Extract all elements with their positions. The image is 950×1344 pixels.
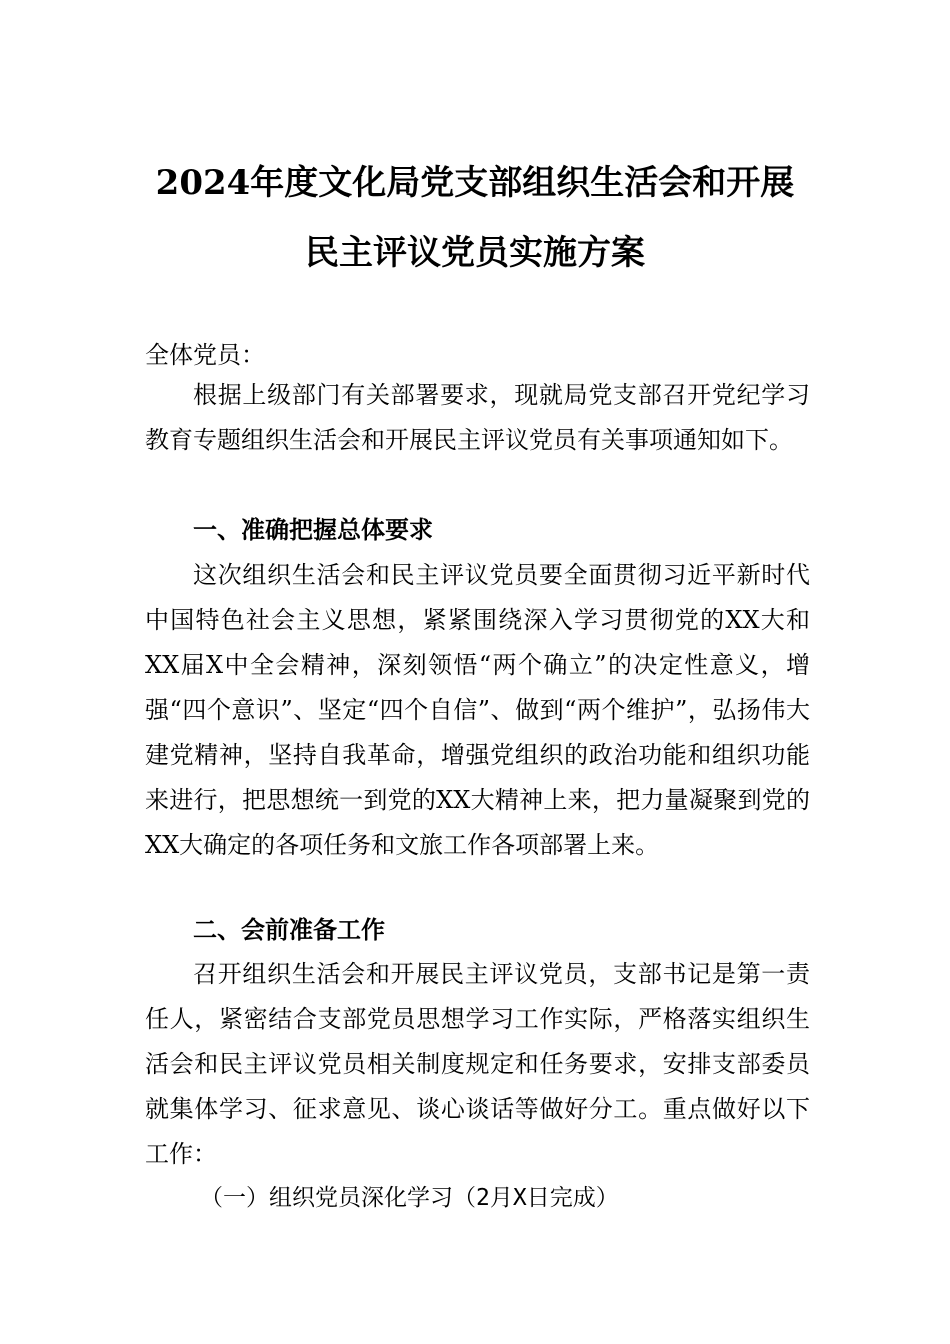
- paragraph-preparation: 召开组织生活会和开展民主评议党员，支部书记是第一责任人，紧密结合支部党员思想学习工作实际，严格落实组织生活会和民主评议党员相关制度规定和任务要求，安排支部委员就集体学习、征求意见、谈心谈话等做好分工。重点做好以下工作：: [145, 960, 810, 1168]
- document-title-line-1: 2024年度文化局党支部组织生活会和开展: [155, 163, 795, 203]
- salutation: 全体党员：: [145, 341, 265, 369]
- paragraph-intro: 根据上级部门有关部署要求，现就局党支部召开党纪学习教育专题组织生活会和开展民主评议党员有关事项通知如下。: [145, 381, 810, 454]
- section-heading-1: 一、准确把握总体要求: [193, 516, 433, 544]
- paragraph-requirements: 这次组织生活会和民主评议党员要全面贯彻习近平新时代中国特色社会主义思想，紧紧围绕深入学习贯彻党的XX大和XX届X中全会精神，深刻领悟“两个确立”的决定性意义，增强“四个意识”、坚定“四个自信”、做到“两个维护”，弘扬伟大建党精神，坚持自我革命，增强党组织的政治功能和组织功能来进行，把思想统一到党的XX大精神上来，把力量凝聚到党的XX大确定的各项任务和文旅工作各项部署上来。: [145, 561, 810, 859]
- section-heading-2: 二、会前准备工作: [193, 916, 385, 944]
- document-title-line-2: 民主评议党员实施方案: [305, 233, 645, 273]
- subsection-heading-1: （一）组织党员深化学习（2月X日完成）: [200, 1185, 619, 1211]
